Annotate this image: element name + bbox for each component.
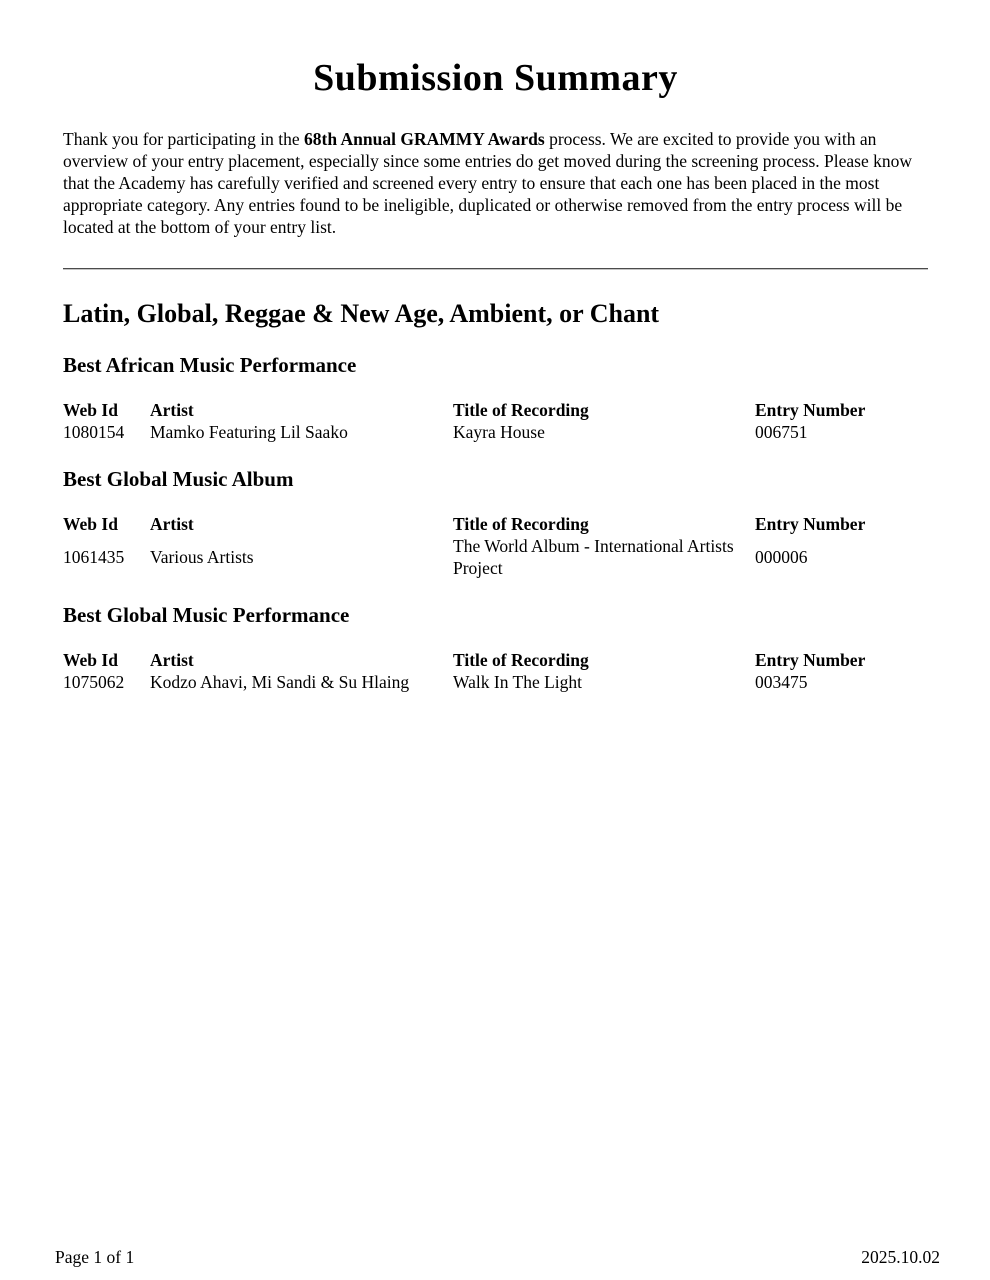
cell-entry-number: 003475 — [755, 672, 808, 693]
cell-title: The World Album - International Artists Project — [453, 536, 734, 579]
entries-table — [63, 399, 928, 443]
award-heading: Best African Music Performance — [63, 352, 357, 377]
table-row — [63, 421, 928, 443]
entries-table — [63, 513, 928, 579]
cell-artist: Mamko Featuring Lil Saako — [150, 421, 348, 442]
table-row — [63, 535, 928, 579]
cell-web-id: 1080154 — [63, 421, 125, 442]
award-heading: Best Global Music Album — [63, 466, 294, 491]
cell-web-id: 1061435 — [63, 547, 125, 568]
col-header-artist: Artist — [150, 399, 194, 420]
table-header-row — [63, 399, 928, 421]
cell-entry-number: 006751 — [755, 421, 808, 442]
col-header-artist: Artist — [150, 514, 194, 535]
section-divider — [63, 268, 928, 270]
category-heading: Latin, Global, Reggae & New Age, Ambient, or Chant — [63, 298, 660, 328]
award-heading: Best Global Music Performance — [63, 603, 350, 628]
intro-text-post: process. We are excited to provide you with an overview of your entry placement, especially since some entries do get moved during the screening process. Please know that the Academy has carefully verified and screened every entry to ensure that each one has been placed in the most appropriate category. Any entries found to be ineligible, duplicated or otherwise removed from the entry process will be located at the bottom of your entry list. — [63, 128, 912, 237]
intro-paragraph — [63, 128, 928, 238]
col-header-title: Title of Recording — [453, 650, 589, 671]
report-date: 2025.10.02 — [861, 1247, 940, 1267]
award-section — [63, 353, 928, 443]
entries-table — [63, 649, 928, 693]
col-header-title: Title of Recording — [453, 399, 589, 420]
col-header-web-id: Web Id — [63, 514, 118, 535]
award-section — [63, 603, 928, 693]
col-header-entry-number: Entry Number — [755, 514, 866, 535]
col-header-entry-number: Entry Number — [755, 650, 866, 671]
table-header-row — [63, 513, 928, 535]
page-footer — [55, 1246, 940, 1268]
cell-web-id: 1075062 — [63, 672, 125, 693]
cell-title: Kayra House — [453, 421, 545, 442]
col-header-web-id: Web Id — [63, 650, 118, 671]
page-number: Page 1 of 1 — [55, 1247, 135, 1267]
cell-artist: Various Artists — [150, 547, 254, 568]
intro-text-bold: 68th Annual GRAMMY Awards — [304, 128, 545, 149]
cell-entry-number: 000006 — [755, 547, 808, 568]
page-title: Submission Summary — [313, 57, 678, 99]
cell-title: Walk In The Light — [453, 672, 583, 693]
table-row — [63, 671, 928, 693]
col-header-web-id: Web Id — [63, 399, 118, 420]
intro-text-pre: Thank you for participating in the — [63, 128, 305, 149]
col-header-title: Title of Recording — [453, 514, 589, 535]
col-header-artist: Artist — [150, 650, 194, 671]
cell-artist: Kodzo Ahavi, Mi Sandi & Su Hlaing — [150, 672, 410, 693]
col-header-entry-number: Entry Number — [755, 399, 866, 420]
table-header-row — [63, 649, 928, 671]
award-section — [63, 467, 928, 579]
